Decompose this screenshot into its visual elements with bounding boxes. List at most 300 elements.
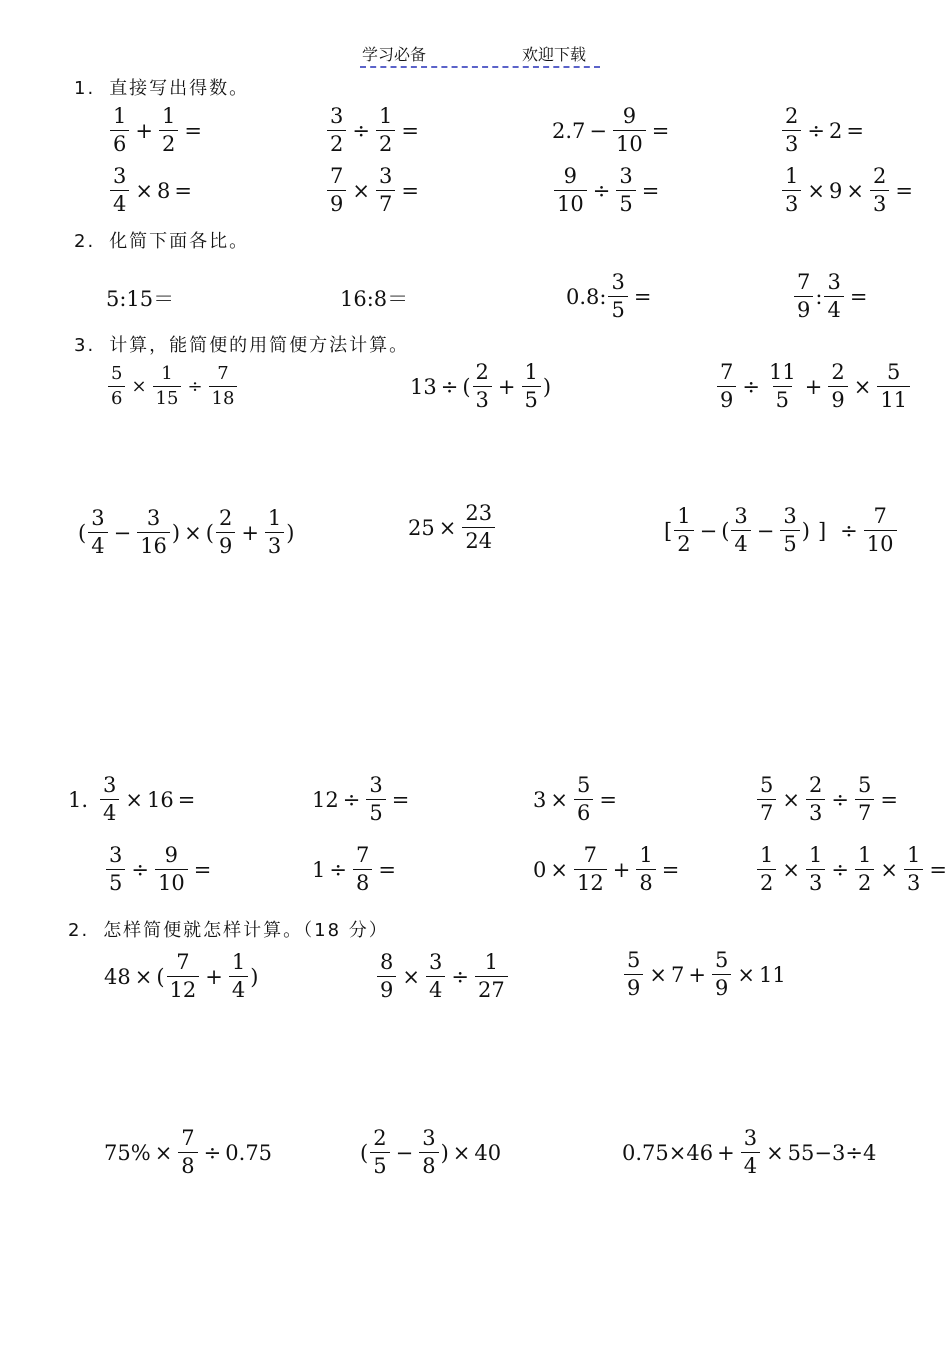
fraction (731, 506, 750, 555)
denominator: 8 (419, 1152, 438, 1177)
numerator: 3 (113, 164, 127, 188)
expr-b2-6 (622, 1128, 876, 1177)
operator: ÷ (831, 787, 849, 812)
expr-a2-2 (340, 283, 408, 313)
operator: ÷ (840, 518, 858, 543)
fraction (636, 845, 655, 894)
operator: × (135, 178, 153, 203)
fraction (806, 775, 825, 824)
operator: ÷ (187, 376, 203, 397)
fraction (780, 506, 799, 555)
numerator: 7 (217, 363, 229, 384)
denominator: 5 (780, 530, 799, 555)
numerator: 1 (161, 363, 173, 384)
operator: × (782, 857, 800, 882)
denominator: 4 (110, 190, 129, 215)
math-term: 3 (533, 787, 547, 812)
math-term: 16 (147, 787, 174, 812)
denominator: 3 (870, 190, 889, 215)
math-term: 40 (474, 1140, 502, 1165)
math-term: ) (250, 964, 259, 989)
expr-b1-3 (533, 775, 621, 824)
operator: − (699, 518, 718, 543)
denominator: 4 (741, 1152, 760, 1177)
operator: − (395, 1140, 414, 1165)
numerator: 1 (785, 164, 799, 188)
operator: + (688, 962, 706, 987)
denominator: 15 (153, 386, 182, 408)
fraction (794, 272, 813, 321)
numerator: 3 (783, 504, 797, 528)
section-a1-heading: 1. 直接写出得数。 (74, 78, 250, 99)
operator: − (589, 118, 608, 143)
numerator: 1 (113, 104, 127, 128)
denominator: 3 (806, 799, 825, 824)
denominator: 9 (712, 974, 731, 999)
fraction (870, 166, 889, 215)
expr-a1-1 (108, 106, 206, 155)
numerator: 7 (873, 504, 887, 528)
fraction (674, 506, 693, 555)
denominator: 8 (178, 1152, 197, 1177)
denominator: 3 (265, 532, 284, 557)
operator: × (131, 376, 147, 397)
numerator: 3 (369, 773, 383, 797)
operator: − (756, 518, 775, 543)
denominator: 9 (624, 974, 643, 999)
expr-b1-8 (755, 845, 950, 894)
operator: ÷ (352, 118, 370, 143)
fraction (265, 508, 284, 557)
denominator: 4 (229, 976, 248, 1001)
math-term: 9 (828, 178, 843, 203)
operator: × (438, 515, 457, 540)
denominator: 3 (904, 869, 923, 894)
operator: × (452, 1140, 471, 1165)
numerator: 9 (563, 164, 578, 188)
fraction (574, 845, 607, 894)
fraction (108, 365, 125, 408)
numerator: 3 (428, 950, 443, 974)
fraction (370, 1128, 389, 1177)
operator: = (378, 857, 396, 882)
numerator: 1 (267, 506, 282, 530)
section-a2-heading: 2. 化简下面各比。 (74, 231, 250, 252)
expr-a3-6 (664, 506, 899, 555)
operator: = (880, 787, 898, 812)
math-term: [ (664, 518, 673, 543)
math-term: 0.75×46 (622, 1140, 714, 1165)
fraction (110, 166, 129, 215)
numerator: 5 (760, 773, 774, 797)
denominator: 4 (824, 296, 843, 321)
denominator: 6 (574, 799, 593, 824)
fraction (766, 362, 799, 411)
expr-b1-5 (104, 845, 215, 894)
operator: = (401, 118, 419, 143)
math-term: 75% (104, 1140, 151, 1165)
operator: = (391, 787, 410, 812)
operator: ÷ (451, 964, 469, 989)
math-term: 8 (156, 178, 171, 203)
operator: = (177, 787, 196, 812)
expr-b2-5 (360, 1128, 501, 1177)
operator: + (804, 374, 823, 399)
fraction (106, 845, 125, 894)
denominator: 5 (106, 869, 125, 894)
numerator: 1 (906, 843, 921, 867)
numerator: 9 (164, 843, 179, 867)
fraction (426, 952, 445, 1001)
denominator: 4 (731, 530, 750, 555)
math-term: ) (286, 520, 295, 545)
denominator: 9 (717, 386, 736, 411)
fraction (855, 775, 874, 824)
expr-a3-2 (410, 362, 551, 411)
denominator: 8 (353, 869, 372, 894)
fraction (554, 166, 587, 215)
operator: + (717, 1140, 735, 1165)
operator: + (241, 520, 259, 545)
denominator: 4 (100, 799, 119, 824)
numerator: 8 (380, 950, 394, 974)
denominator: 5 (522, 386, 541, 411)
operator: ÷ (203, 1140, 222, 1165)
numerator: 7 (181, 1126, 195, 1150)
operator: ÷ (742, 374, 760, 399)
fraction (110, 106, 129, 155)
operator: ÷ (440, 374, 459, 399)
operator: × (402, 964, 420, 989)
numerator: 3 (619, 164, 633, 188)
operator: = (849, 284, 868, 309)
fraction (828, 362, 847, 411)
expr-b1-2 (312, 775, 413, 824)
operator: × (737, 962, 755, 987)
denominator: 10 (864, 530, 897, 555)
fraction (137, 508, 170, 557)
fraction (462, 503, 495, 552)
math-term: 1 (312, 857, 326, 882)
expr-b1-1 (68, 775, 199, 824)
expr-a3-1 (106, 365, 239, 408)
math-term: 12 (312, 787, 339, 812)
numerator: 3 (827, 270, 841, 294)
operator: × (550, 857, 568, 882)
math-term: ( (462, 374, 471, 399)
fraction (616, 166, 635, 215)
section-b1-number: 1. (68, 787, 89, 812)
numerator: 2 (831, 360, 845, 384)
math-term: 13 (410, 374, 437, 399)
fraction (366, 775, 385, 824)
numerator: 2 (808, 773, 823, 797)
denominator: 2 (327, 130, 346, 155)
math-term: ( (721, 518, 730, 543)
numerator: 1 (524, 360, 538, 384)
expr-b1-6 (312, 845, 400, 894)
expr-b1-7 (533, 845, 683, 894)
expr-a1-4 (780, 106, 868, 155)
denominator: 7 (376, 190, 395, 215)
numerator: 1 (484, 950, 499, 974)
math-term: 0.75 (225, 1140, 273, 1165)
denominator: 9 (794, 296, 813, 321)
operator: × (766, 1140, 784, 1165)
operator: = (633, 284, 652, 309)
operator: × (125, 787, 144, 812)
operator: − (113, 520, 132, 545)
fraction (824, 272, 843, 321)
expr-b2-4 (104, 1128, 272, 1177)
operator: × (807, 178, 825, 203)
expr-a2-4 (792, 272, 871, 321)
math-term: 16:8＝ (340, 287, 409, 311)
fraction (473, 362, 492, 411)
denominator: 5 (608, 296, 627, 321)
math-term: 11 (758, 962, 786, 987)
denominator: 3 (782, 130, 801, 155)
denominator: 9 (216, 532, 235, 557)
fraction (904, 845, 923, 894)
numerator: 3 (378, 164, 393, 188)
expr-b2-1 (104, 952, 258, 1001)
denominator: 5 (370, 1152, 389, 1177)
denominator: 9 (828, 386, 847, 411)
operator: = (846, 118, 864, 143)
fraction (327, 106, 346, 155)
denominator: 2 (376, 130, 395, 155)
fraction (608, 272, 627, 321)
numerator: 2 (872, 164, 887, 188)
numerator: 7 (176, 950, 190, 974)
fraction (159, 106, 178, 155)
denominator: 8 (636, 869, 655, 894)
expr-b2-2 (375, 952, 510, 1001)
section-b2-heading: 2. 怎样简便就怎样计算。（18 分） (68, 920, 389, 941)
math-term: ( (156, 964, 165, 989)
fraction (624, 950, 643, 999)
denominator: 10 (613, 130, 646, 155)
fraction (522, 362, 541, 411)
operator: = (401, 178, 419, 203)
operator: × (184, 520, 202, 545)
expr-a1-6 (325, 166, 423, 215)
expr-a1-5 (108, 166, 196, 215)
math-term: 55−3÷4 (787, 1140, 877, 1165)
denominator: 16 (137, 532, 170, 557)
denominator: 12 (574, 869, 607, 894)
numerator: 5 (111, 363, 123, 384)
header-right-text: 欢迎下载 (522, 45, 587, 64)
denominator: 2 (674, 530, 693, 555)
expr-b1-4 (755, 775, 902, 824)
numerator: 5 (714, 948, 729, 972)
expr-a2-1 (106, 283, 174, 313)
fraction (574, 775, 593, 824)
denominator: 9 (377, 976, 396, 1001)
operator: × (649, 962, 667, 987)
fraction (327, 166, 346, 215)
fraction (209, 365, 238, 408)
operator: = (895, 178, 913, 203)
fraction (376, 106, 395, 155)
numerator: 7 (355, 843, 370, 867)
math-term: ) (171, 520, 181, 545)
operator: ÷ (342, 787, 361, 812)
numerator: 23 (465, 501, 493, 525)
denominator: 3 (806, 869, 825, 894)
fraction (712, 950, 731, 999)
operator: ÷ (831, 857, 849, 882)
numerator: 5 (576, 773, 591, 797)
numerator: 3 (91, 506, 105, 530)
denominator: 6 (110, 130, 129, 155)
denominator: 4 (426, 976, 445, 1001)
fraction (353, 845, 372, 894)
fraction (178, 1128, 197, 1177)
math-term: 0.8: (566, 284, 607, 309)
page-header (360, 42, 600, 68)
operator: + (612, 857, 631, 882)
operator: = (929, 857, 947, 882)
fraction (864, 506, 897, 555)
numerator: 2 (475, 360, 489, 384)
denominator: 11 (877, 386, 910, 411)
expr-a1-3 (552, 106, 673, 155)
numerator: 1 (639, 843, 653, 867)
expr-a3-4 (78, 508, 295, 557)
denominator: 3 (782, 190, 801, 215)
denominator: 12 (167, 976, 200, 1001)
numerator: 3 (103, 773, 117, 797)
numerator: 5 (886, 360, 901, 384)
numerator: 1 (677, 504, 691, 528)
operator: = (651, 118, 670, 143)
math-term: ) (440, 1140, 449, 1165)
operator: × (134, 964, 153, 989)
operator: = (641, 178, 660, 203)
expr-a1-7 (552, 166, 663, 215)
math-term: ( (360, 1140, 369, 1165)
operator: = (661, 857, 680, 882)
math-term: ) (801, 518, 810, 543)
section-a3-heading: 3. 计算，能简便的用简便方法计算。 (74, 335, 410, 356)
numerator: 1 (378, 104, 393, 128)
denominator: 9 (327, 190, 346, 215)
fraction (475, 952, 508, 1001)
operator: + (135, 118, 153, 143)
expr-a3-3 (715, 362, 912, 411)
math-term: 0 (533, 857, 547, 882)
operator: × (880, 857, 898, 882)
numerator: 5 (857, 773, 872, 797)
fraction (613, 106, 646, 155)
math-term: 2.7 (552, 118, 586, 143)
math-term: 7 (670, 962, 685, 987)
fraction (757, 845, 776, 894)
math-term: : (815, 284, 823, 309)
fraction (376, 166, 395, 215)
denominator: 3 (473, 386, 492, 411)
denominator: 10 (554, 190, 587, 215)
numerator: 9 (622, 104, 637, 128)
numerator: 7 (330, 164, 344, 188)
numerator: 7 (583, 843, 598, 867)
math-term: 25 (408, 515, 435, 540)
fraction (806, 845, 825, 894)
denominator: 18 (209, 386, 238, 408)
denominator: 5 (616, 190, 635, 215)
expr-a1-2 (325, 106, 423, 155)
math-term: ( (205, 520, 214, 545)
expr-a3-5 (408, 503, 497, 552)
fraction (782, 106, 801, 155)
numerator: 11 (768, 360, 796, 384)
operator: + (497, 374, 516, 399)
denominator: 27 (475, 976, 508, 1001)
operator: ÷ (329, 857, 347, 882)
fraction (229, 952, 248, 1001)
fraction (167, 952, 200, 1001)
expr-a1-8 (780, 166, 917, 215)
fraction (757, 775, 776, 824)
numerator: 5 (627, 948, 641, 972)
numerator: 7 (797, 270, 811, 294)
operator: = (184, 118, 202, 143)
fraction (377, 952, 396, 1001)
operator: = (193, 857, 212, 882)
fraction (741, 1128, 760, 1177)
operator: ÷ (807, 118, 825, 143)
operator: × (352, 178, 370, 203)
operator: = (174, 178, 192, 203)
math-term: 2 (828, 118, 843, 143)
operator: × (550, 787, 568, 812)
fraction (100, 775, 119, 824)
numerator: 1 (760, 843, 774, 867)
fraction (855, 845, 874, 894)
denominator: 24 (462, 527, 495, 552)
header-left-text: 学习必备 (362, 45, 427, 64)
denominator: 5 (773, 386, 792, 411)
numerator: 2 (373, 1126, 387, 1150)
operator: × (782, 787, 800, 812)
fraction (216, 508, 235, 557)
numerator: 3 (611, 270, 625, 294)
denominator: 7 (757, 799, 776, 824)
denominator: 5 (366, 799, 385, 824)
math-term: ) (542, 374, 552, 399)
operator: × (853, 374, 872, 399)
fraction (88, 508, 107, 557)
denominator: 4 (88, 532, 107, 557)
math-term: 48 (104, 964, 131, 989)
math-term: ( (78, 520, 87, 545)
operator: + (205, 964, 223, 989)
numerator: 1 (857, 843, 872, 867)
denominator: 2 (757, 869, 776, 894)
operator: × (846, 178, 864, 203)
math-term: ] (817, 518, 827, 543)
operator: ÷ (592, 178, 611, 203)
numerator: 1 (808, 843, 823, 867)
denominator: 10 (155, 869, 188, 894)
numerator: 1 (231, 950, 246, 974)
numerator: 3 (146, 506, 161, 530)
expr-b2-3 (622, 950, 786, 999)
denominator: 2 (159, 130, 178, 155)
